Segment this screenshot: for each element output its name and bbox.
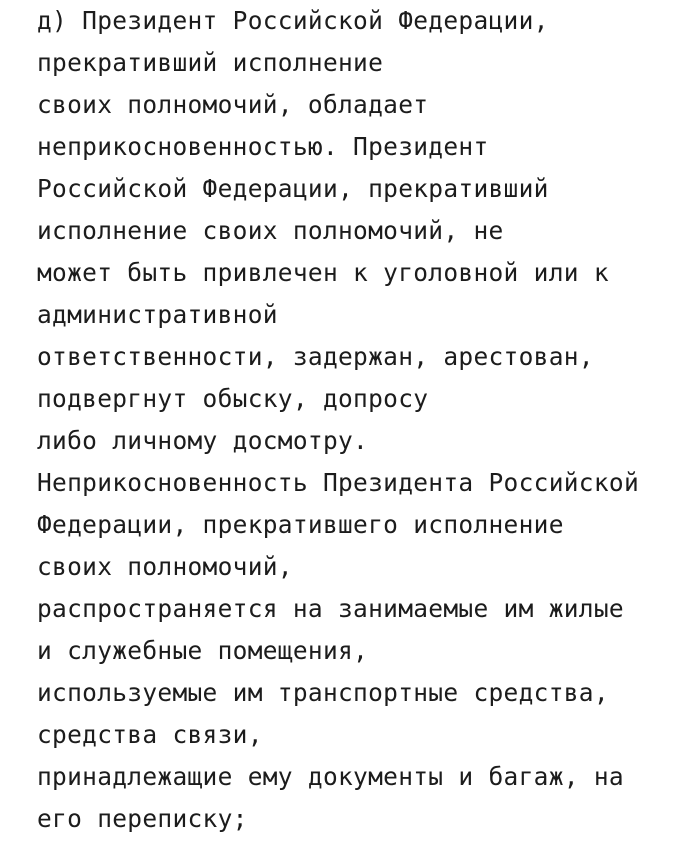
- text-line: используемые им транспортные средства,: [37, 678, 609, 707]
- text-line: может быть привлечен к уголовной или к: [37, 258, 609, 287]
- text-line: Российской Федерации, прекративший: [37, 174, 549, 203]
- document-text: [37, 0, 639, 840]
- text-line: подвергнут обыску, допросу: [37, 384, 429, 413]
- text-line: исполнение своих полномочий, не: [37, 216, 504, 245]
- text-line: неприкосновенностью. Президент: [37, 132, 489, 161]
- text-line: прекративший исполнение: [37, 48, 384, 77]
- text-line: средства связи,: [37, 720, 263, 749]
- text-line: его переписку;: [37, 804, 248, 833]
- text-line: д) Президент Российской Федерации,: [37, 6, 549, 35]
- text-line: принадлежащие ему документы и багаж, на: [37, 762, 624, 791]
- text-line: и служебные помещения,: [37, 636, 369, 665]
- text-line: ответственности, задержан, арестован,: [37, 342, 594, 371]
- text-line: своих полномочий, обладает: [37, 90, 429, 119]
- text-line: Неприкосновенность Президента Российской: [37, 468, 640, 497]
- text-line: своих полномочий,: [37, 552, 293, 581]
- text-line: либо личному досмотру.: [37, 426, 369, 455]
- text-line: административной: [37, 300, 278, 329]
- text-line: распространяется на занимаемые им жилые: [37, 594, 624, 623]
- text-line: Федерации, прекратившего исполнение: [37, 510, 564, 539]
